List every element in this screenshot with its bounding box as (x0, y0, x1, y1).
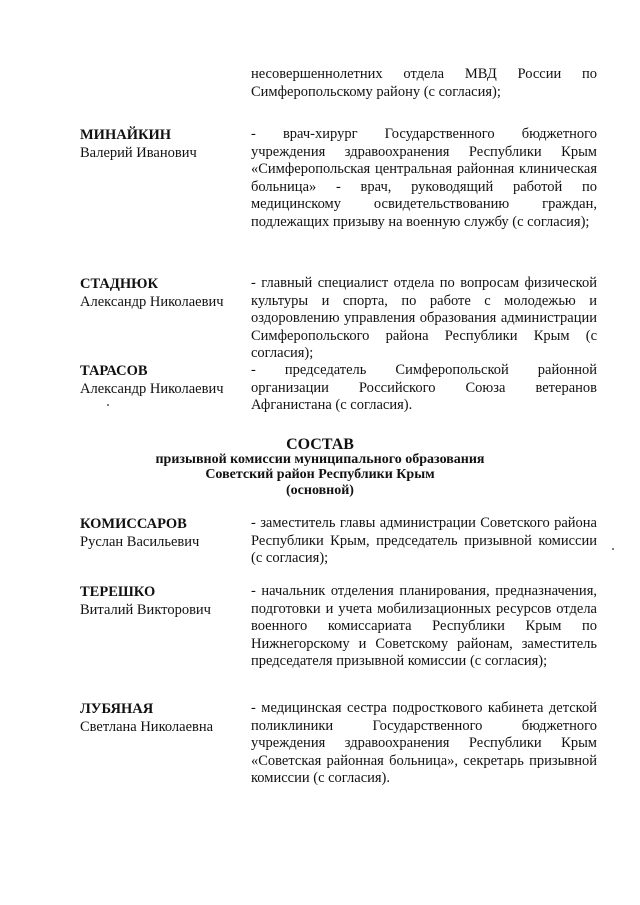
member-description: - главный специалист отдела по вопросам физической культуры и спорта, по работе с молодежью и оздоровлению управления образования администрации Симферопольского района Республики Крым (с согласия); (251, 275, 597, 361)
member-name (80, 275, 224, 311)
section-subtitle-line2: Советский район Республики Крым (205, 467, 435, 482)
member-description: - начальник отделения планирования, предназначения, подготовки и учета мобилизационных ресурсов отдела военного комиссариата Республики Крым по Нижнегорскому и Советскому районам, заместитель председателя призывной комиссии (с согласия); (251, 583, 597, 669)
member-surname: ТЕРЕШКО (80, 584, 156, 600)
member-surname: СТАДНЮК (80, 276, 158, 292)
member-name (80, 515, 199, 551)
section-subtitle-line3: (основной) (286, 483, 354, 498)
member-given-name: Светлана Николаевна (80, 719, 214, 735)
member-name (80, 583, 211, 619)
scan-speck (107, 404, 109, 406)
member-surname: КОМИССАРОВ (80, 516, 187, 532)
member-surname: ЛУБЯНАЯ (80, 701, 154, 717)
member-description: - председатель Симферопольской районной организации Российского Союза ветеранов Афганистана (с согласия). (251, 362, 597, 413)
member-description: - медицинская сестра подросткового кабинета детской поликлиники Государственного бюджетного учреждения здравоохранения Республики Крым «Советская районная больница», секретарь призывной комиссии (с согласия). (251, 700, 597, 786)
member-given-name: Александр Николаевич (80, 294, 224, 310)
member-given-name: Виталий Викторович (80, 602, 211, 618)
member-description: - врач-хирург Государственного бюджетного учреждения здравоохранения Республики Крым «Симферопольская центральная районная клиническая больница» - врач, руководящий работой по медицинскому освидетельствованию граждан, подлежащих призыву на военную службу (с согласия); (251, 126, 597, 230)
section-subtitle-line1: призывной комиссии муниципального образования (155, 452, 485, 467)
member-name (80, 700, 213, 736)
member-name (80, 126, 197, 162)
scan-speck (612, 548, 614, 550)
member-description: - заместитель главы администрации Советского района Республики Крым, председатель призывной комиссии (с согласия); (251, 515, 597, 566)
member-surname: ТАРАСОВ (80, 363, 148, 379)
member-name (80, 362, 224, 398)
entry-description-continued: несовершеннолетних отдела МВД России по Симферопольскому району (с согласия); (251, 66, 597, 100)
section-title: СОСТАВ (286, 436, 354, 453)
member-surname: МИНАЙКИН (80, 127, 172, 143)
member-given-name: Валерий Иванович (80, 145, 197, 161)
member-given-name: Руслан Васильевич (80, 534, 200, 550)
member-given-name: Александр Николаевич (80, 381, 224, 397)
